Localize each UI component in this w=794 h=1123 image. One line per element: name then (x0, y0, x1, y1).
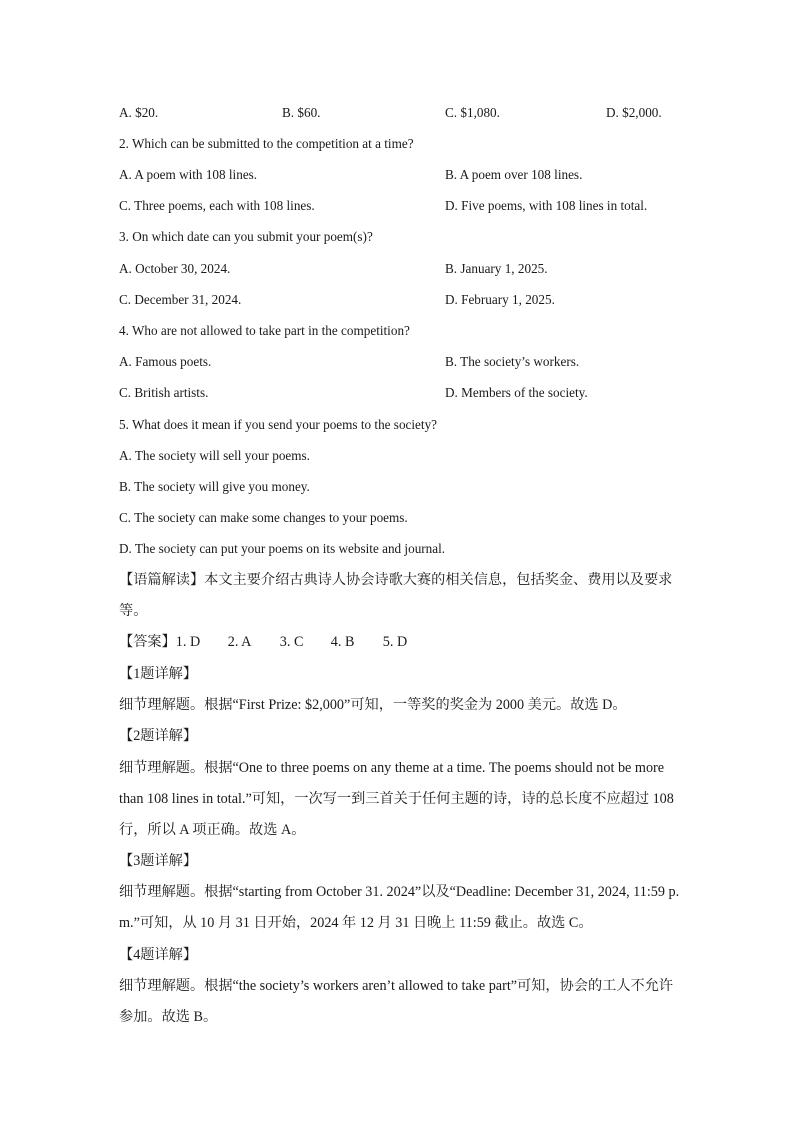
answer-item: 1. D (175, 634, 201, 650)
answer-item: 4. B (330, 634, 355, 650)
q4-option-d: D. Members of the society. (445, 385, 588, 400)
q5-option-a: A. The society will sell your poems. (119, 448, 310, 463)
answer-key (119, 633, 407, 651)
detail-3-text-line-2: m.”可知，从 10 月 31 日开始，2024 年 12 月 31 日晚上 11:59 截止。故选 C。 (119, 915, 593, 931)
answer-item: 3. C (279, 634, 304, 650)
detail-3-text-line-1: 细节理解题。根据“starting from October 31. 2024”以及“Deadline: December 31, 2024, 11:59 p. (119, 884, 680, 900)
q3-option-a: A. October 30, 2024. (119, 261, 231, 276)
detail-2-text-line-2: than 108 lines in total.”可知，一次写一到三首关于任何主题的诗，诗的总长度不应超过 108 (119, 791, 674, 807)
answer-item: 2. A (227, 634, 252, 650)
passage-analysis-line-1: 【语篇解读】本文主要介绍古典诗人协会诗歌大赛的相关信息，包括奖金、费用以及要求 (119, 572, 673, 588)
detail-2-text-line-1: 细节理解题。根据“One to three poems on any theme at a time. The poems should not be more (119, 760, 665, 776)
detail-3-heading: 【3题详解】 (119, 853, 198, 869)
detail-2-text-line-3: 行，所以 A 项正确。故选 A。 (119, 822, 306, 838)
q4-option-b: B. The society’s workers. (445, 354, 580, 369)
question-3-stem: 3. On which date can you submit your poem(s)? (119, 229, 373, 244)
detail-4-heading: 【4题详解】 (119, 947, 198, 963)
q2-option-a: A. A poem with 108 lines. (119, 167, 258, 182)
detail-4-text-line-1: 细节理解题。根据“the society’s workers aren’t allowed to take part”可知，协会的工人不允许 (119, 978, 674, 994)
question-4-stem: 4. Who are not allowed to take part in the competition? (119, 323, 410, 338)
q2-option-c: C. Three poems, each with 108 lines. (119, 198, 315, 213)
q2-option-b: B. A poem over 108 lines. (445, 167, 583, 182)
q5-option-d: D. The society can put your poems on its website and journal. (119, 541, 446, 556)
passage-analysis-line-2: 等。 (119, 603, 148, 619)
q1-option-b: B. $60. (282, 105, 321, 120)
answer-key-label: 【答案】 (119, 634, 176, 650)
detail-1-text: 细节理解题。根据“First Prize: $2,000”可知，一等奖的奖金为 2000 美元。故选 D。 (119, 697, 627, 713)
q3-option-d: D. February 1, 2025. (445, 292, 555, 307)
detail-1-heading: 【1题详解】 (119, 666, 198, 682)
q4-option-a: A. Famous poets. (119, 354, 212, 369)
q5-option-b: B. The society will give you money. (119, 479, 310, 494)
q1-option-a: A. $20. (119, 105, 159, 120)
q1-option-d: D. $2,000. (606, 105, 662, 120)
q3-option-c: C. December 31, 2024. (119, 292, 242, 307)
question-5-stem: 5. What does it mean if you send your poems to the society? (119, 417, 438, 432)
q4-option-c: C. British artists. (119, 385, 209, 400)
detail-2-heading: 【2题详解】 (119, 728, 198, 744)
answer-item: 5. D (382, 634, 408, 650)
q3-option-b: B. January 1, 2025. (445, 261, 548, 276)
detail-4-text-line-2: 参加。故选 B。 (119, 1009, 218, 1025)
q1-option-c: C. $1,080. (445, 105, 500, 120)
question-2-stem: 2. Which can be submitted to the competition at a time? (119, 136, 414, 151)
q5-option-c: C. The society can make some changes to your poems. (119, 510, 408, 525)
q2-option-d: D. Five poems, with 108 lines in total. (445, 198, 648, 213)
